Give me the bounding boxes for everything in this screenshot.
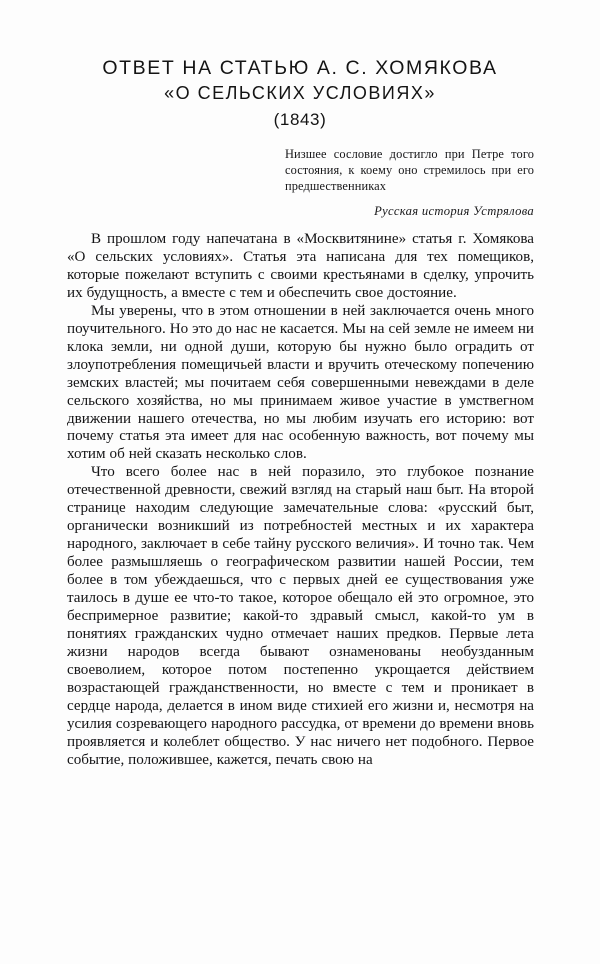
epigraph-block bbox=[285, 146, 534, 219]
epigraph-text: Низшее сословие достигло при Петре того состояния, к коему оно стремилось при его предшественниках bbox=[285, 147, 534, 194]
body-paragraph: Что всего более нас в ней поразило, это глубокое познание отечественной древности, свежий взгляд на старый наш быт. На второй странице находим следующие замечательные слова: «русский быт, органически возникший из потребностей местных и их характера народного, заключает в себе тайну русского величия». И точно так. Чем более размышляешь о географическом развитии нашей России, тем более в том убеждаешься, что с первых дней ее существования уже таилось в душе ее что-то такое, которое обещало ей это огромное, это беспримерное развитие; какой-то здравый смысл, какой-то ум в понятиях гражданских чудно отмечает наших предков. Первые лета жизни народов всегда бывают ознаменованы необузданным своеволием, которое потом постепенно укрощается действием возрастающей гражданственности, но вместе с тем и проникает в сердце народа, делается в ином виде стихией его жизни и, несмотря на усилия созревающего народного рассудка, от времени до времени вновь проявляется и колеблет общество. У нас ничего нет подобного. Первое событие, положившее, кажется, печать свою на bbox=[67, 464, 534, 768]
body-paragraph: Мы уверены, что в этом отношении в ней заключается очень много поучительного. Но это до нас не касается. Мы на сей земле не имеем ни клока земли, ни одной души, которую бы нужно было оградить от злоупотребления помещичьей власти и вручить отеческому попечению земских властей; мы почитаем себя совершенными невеждами в деле сельского хозяйства, но мы принимаем живое участие в умствегном движении нашего отечества, но мы любим изучать его историю: вот почему статья эта имеет для нас особенную важность, вот почему мы хотим об ней сказать несколько слов. bbox=[67, 302, 534, 463]
page-title-year: (1843) bbox=[273, 110, 327, 129]
epigraph-source: Русская история Устрялова bbox=[374, 203, 534, 218]
body-paragraph: В прошлом году напечатана в «Москвитянине» статья г. Хомякова «О сельских условиях». Статья эта написана для тех помещиков, которые пожелают вступить с своими крестьянами в сделку, упрочить их будущность, а вместе с тем и обеспечить свое достояние. bbox=[67, 231, 534, 301]
page-title-block bbox=[0, 56, 600, 132]
page-title-line-2: «О СЕЛЬСКИХ УСЛОВИЯХ» bbox=[164, 83, 436, 103]
body-text-column bbox=[67, 231, 534, 770]
page-title-line-1: ОТВЕТ НА СТАТЬЮ А. С. ХОМЯКОВА bbox=[102, 57, 498, 79]
